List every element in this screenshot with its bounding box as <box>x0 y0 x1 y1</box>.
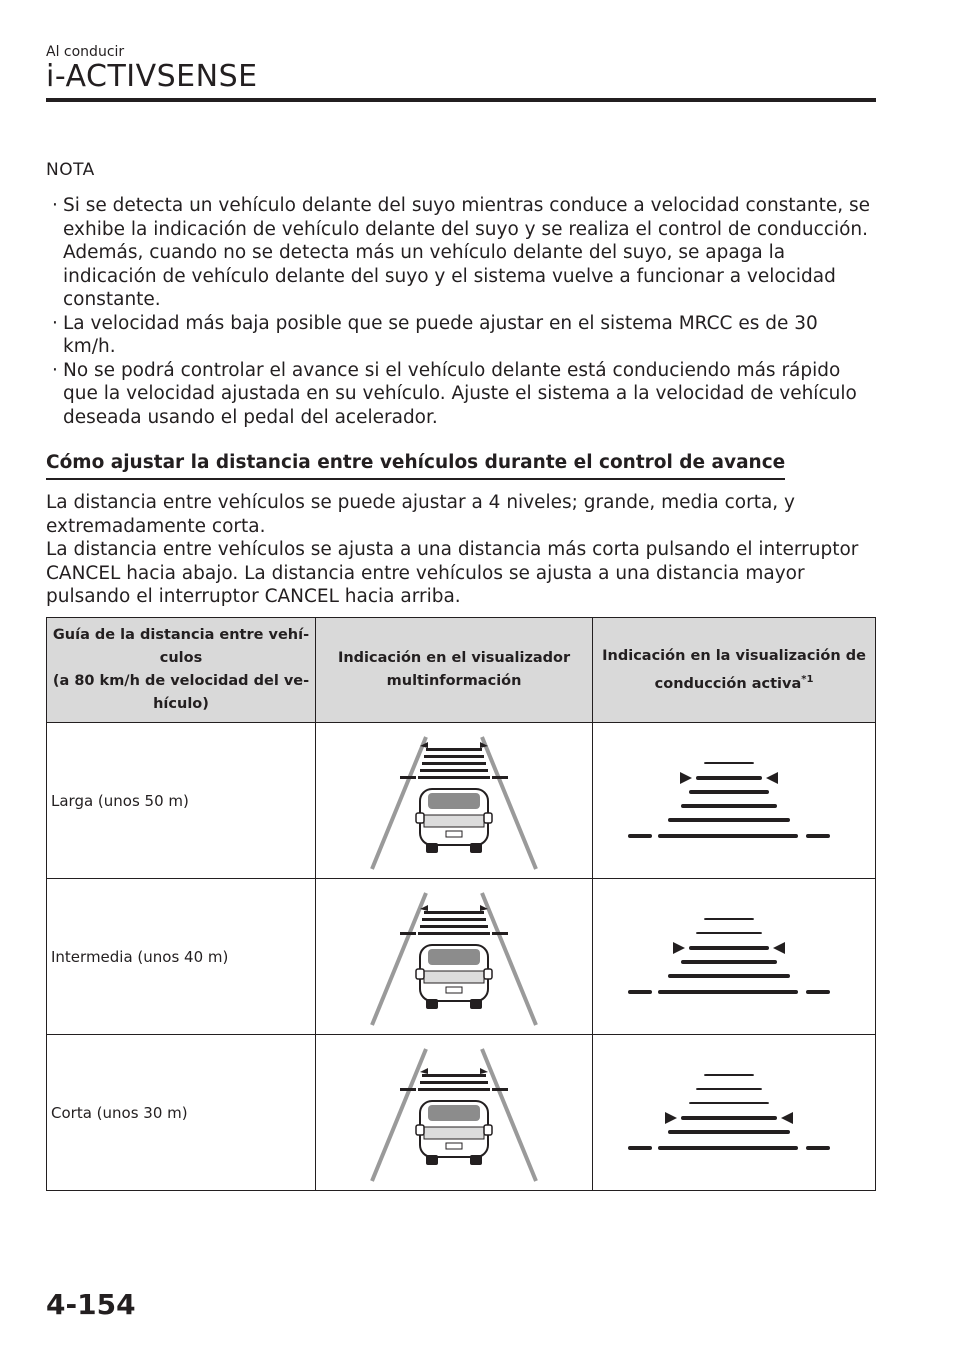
note-list <box>46 194 876 429</box>
chapter-label: Al conducir <box>46 44 125 60</box>
active-display-bars-icon <box>624 1068 844 1158</box>
table-header-row <box>47 618 876 723</box>
multi-info-car-icon <box>364 887 544 1027</box>
table-row <box>47 723 876 879</box>
subsection-heading: Cómo ajustar la distancia entre vehículos durante el control de avance <box>46 451 785 480</box>
note-item: · La velocidad más baja posible que se puede ajustar en el sistema MRCC es de 30 km/h. <box>52 312 818 357</box>
header-guide: Guía de la distancia entre vehí- culos (a 80 km/h de velocidad del ve- hículo) <box>47 618 316 723</box>
multi-info-display-cell <box>316 879 593 1035</box>
section-title: i-ACTIVSENSE <box>46 59 258 94</box>
active-display-cell <box>593 1035 876 1191</box>
multi-info-display-cell <box>316 723 593 879</box>
multi-info-car-icon <box>364 731 544 871</box>
note-item: · No se podrá controlar el avance si el vehículo delante está conduciendo más rápido que la velocidad ajustada en su vehículo. Ajuste el sistema a la velocidad de vehículo deseada usando el pedal del acelerador. <box>52 359 857 428</box>
multi-info-car-icon <box>364 1043 544 1183</box>
table-row <box>47 879 876 1035</box>
distance-label: Larga (unos 50 m) <box>47 723 316 879</box>
distance-label: Intermedia (unos 40 m) <box>47 879 316 1035</box>
active-display-cell <box>593 879 876 1035</box>
active-display-bars-icon <box>624 912 844 1002</box>
note-item: · Si se detecta un vehículo delante del suyo mientras conduce a velocidad constante, se exhibe la indicación de vehículo delante del suyo y se realiza el control de conducción. Además, cuando no se detecta más un vehículo delante del suyo, se apaga la indicación de vehículo delante del suyo y el sistema vuelve a funcionar a velocidad constante. <box>52 195 871 310</box>
paragraph: La distancia entre vehículos se ajusta a una distancia más corta pulsando el interruptor CANCEL hacia abajo. La distancia entre vehículos se ajusta a una distancia mayor pulsando el interruptor CANCEL hacia arriba. <box>46 539 859 607</box>
paragraph: La distancia entre vehículos se puede ajustar a 4 niveles; grande, media corta, y extremadamente corta. <box>46 492 795 537</box>
page-number: 4-154 <box>46 1288 136 1321</box>
main-content <box>46 160 876 609</box>
distance-label: Corta (unos 30 m) <box>47 1035 316 1191</box>
active-display-bars-icon <box>624 756 844 846</box>
header-active-display: Indicación en la visualización de conducción activa$^{*1}$ <box>593 618 876 723</box>
distance-table <box>46 617 876 1191</box>
active-display-cell <box>593 723 876 879</box>
page-header <box>46 44 876 94</box>
header-rule <box>46 98 876 102</box>
table-row <box>47 1035 876 1191</box>
header-multi-info: Indicación en el visualizador multinformación <box>316 618 593 723</box>
multi-info-display-cell <box>316 1035 593 1191</box>
note-heading: NOTA <box>46 160 95 180</box>
